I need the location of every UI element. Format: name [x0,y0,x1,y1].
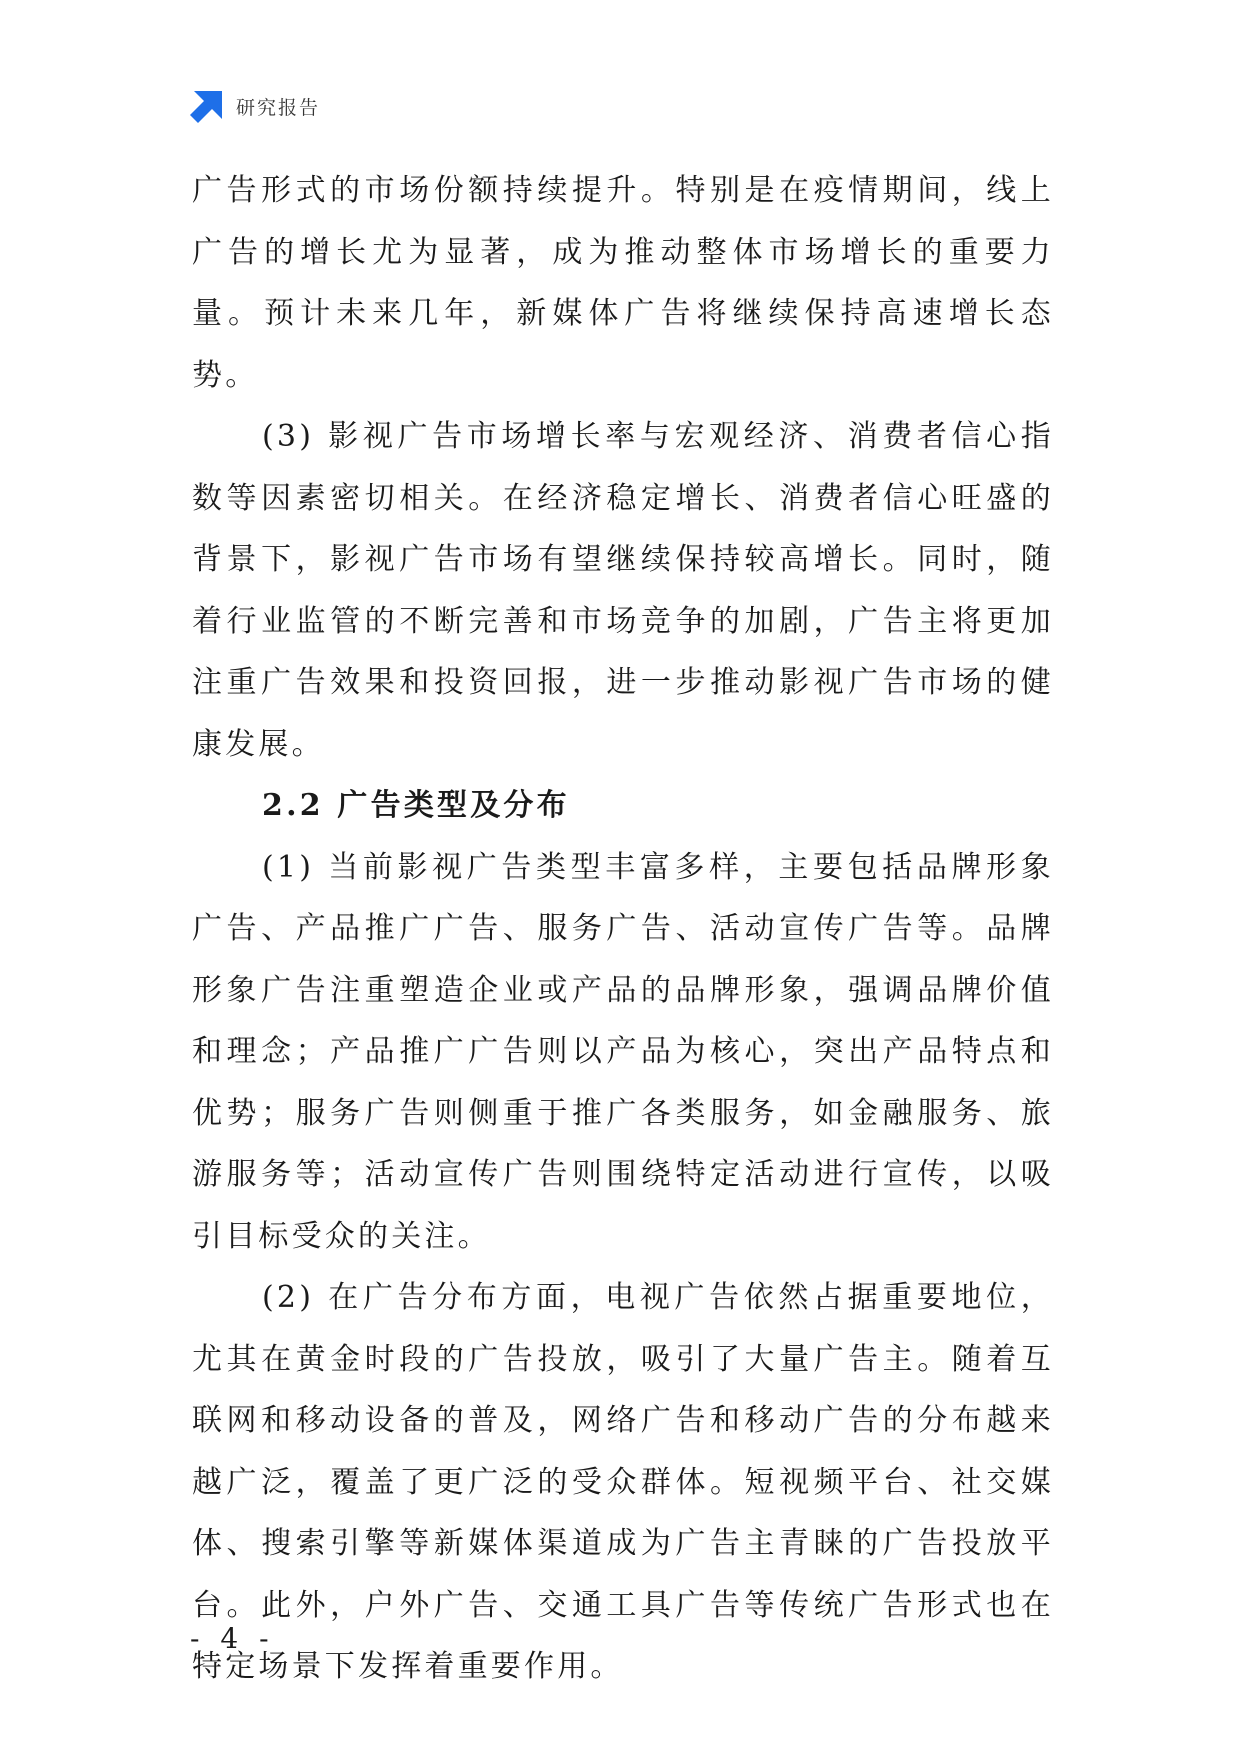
page-number: - 4 - [190,1622,275,1655]
document-body [192,160,1054,1698]
paragraph-continued: 广告形式的市场份额持续提升。特别是在疫情期间，线上广告的增长尤为显著，成为推动整体市场增长的重要力量。预计未来几年，新媒体广告将继续保持高速增长态势。 [192,173,1054,393]
section-heading: 2.2 广告类型及分布 [262,788,570,823]
logo-arrow-icon [190,89,224,123]
paragraph-item-3: (3) 影视广告市场增长率与宏观经济、消费者信心指数等因素密切相关。在经济稳定增长、消费者信心旺盛的背景下，影视广告市场有望继续保持较高增长。同时，随着行业监管的不断完善和市场竞争的加剧，广告主将更加注重广告效果和投资回报，进一步推动影视广告市场的健康发展。 [192,419,1054,762]
paragraph-item-1: (1) 当前影视广告类型丰富多样，主要包括品牌形象广告、产品推广广告、服务广告、活动宣传广告等。品牌形象广告注重塑造企业或产品的品牌形象，强调品牌价值和理念；产品推广广告则以产品为核心，突出产品特点和优势；服务广告则侧重于推广各类服务，如金融服务、旅游服务等；活动宣传广告则围绕特定活动进行宣传，以吸引目标受众的关注。 [192,849,1054,1254]
paragraph-item-2: (2) 在广告分布方面，电视广告依然占据重要地位，尤其在黄金时段的广告投放，吸引了大量广告主。随着互联网和移动设备的普及，网络广告和移动广告的分布越来越广泛，覆盖了更广泛的受众群体。短视频平台、社交媒体、搜索引擎等新媒体渠道成为广告主青睐的广告投放平台。此外，户外广告、交通工具广告等传统广告形式也在特定场景下发挥着重要作用。 [192,1280,1054,1684]
header-title: 研究报告 [236,96,321,119]
page-header [190,88,320,124]
